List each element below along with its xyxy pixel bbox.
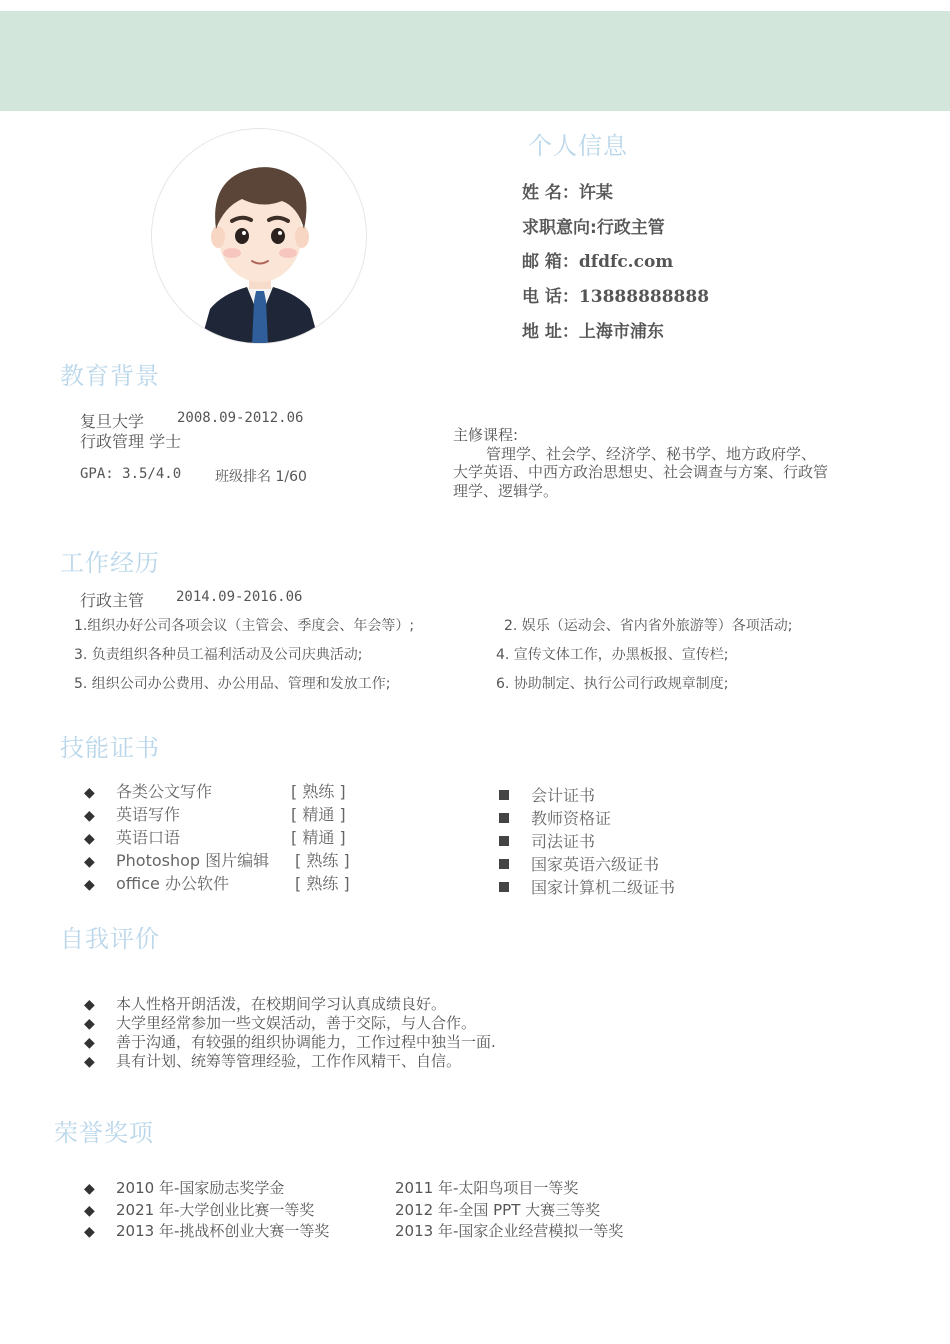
email-value: dfdfc.com [578,252,674,272]
skill-level: [ 精通 ] [291,805,346,824]
honor-item [84,1200,329,1222]
phone-value: 13888888888 [578,287,710,307]
address-row [522,317,664,342]
honor-text: 2021 年-大学创业比赛一等奖 [116,1200,315,1219]
certificate-item [499,784,759,807]
skill-item [84,849,384,872]
diamond-bullet-icon: ◆ [84,808,95,824]
self-eval-heading: 自我评价 [60,925,160,953]
self-eval-item [84,1014,496,1033]
certificate-item [499,830,759,853]
skill-item [84,872,384,895]
square-bullet-icon [499,836,509,846]
skill-item [84,826,384,849]
self-eval-text: 善于沟通，有较强的组织协调能力，工作过程中独当一面. [116,1033,496,1051]
school-name: 复旦大学 [80,412,145,431]
certificates-list [499,784,759,899]
skill-level: [ 熟练 ] [291,782,346,801]
honor-item [395,1221,623,1243]
skills-list [84,780,384,895]
honors-heading: 荣誉奖项 [54,1119,154,1147]
square-bullet-icon [499,859,509,869]
diamond-bullet-icon: ◆ [84,854,95,870]
certificate-item [499,853,759,876]
diamond-bullet-icon: ◆ [84,1054,95,1070]
job-value: 行政主管 [596,218,665,238]
courses-block [453,426,828,500]
diamond-bullet-icon: ◆ [84,1181,95,1197]
honor-text: 2013 年-国家企业经营模拟一等奖 [395,1222,624,1240]
skill-name: 各类公文写作 [116,782,213,801]
square-bullet-icon [499,790,509,800]
honor-item [84,1221,329,1243]
certificate-name: 会计证书 [531,786,596,805]
name-row [522,178,613,203]
duty-item: 1.组织办好公司各项会议（主管会、季度会、年会等）; [74,618,415,634]
work-heading: 工作经历 [60,549,160,577]
duty-item: 6. 协助制定、执行公司行政规章制度; [496,676,729,692]
square-bullet-icon [499,882,509,892]
diamond-bullet-icon: ◆ [84,1224,95,1240]
education-heading: 教育背景 [60,362,160,390]
certificate-item [499,807,759,830]
diamond-bullet-icon: ◆ [84,997,95,1013]
skill-name: office 办公软件 [116,874,229,893]
certificate-name: 国家计算机二级证书 [531,878,676,897]
skill-level: [ 熟练 ] [295,874,350,893]
header-banner [0,11,950,111]
certificate-item [499,876,759,899]
diamond-bullet-icon: ◆ [84,1202,95,1219]
avatar-illustration [152,129,367,344]
skill-name: 英语写作 [116,805,181,824]
honor-item [395,1200,623,1222]
email-label: 邮 箱： [522,252,579,272]
diamond-bullet-icon: ◆ [84,877,95,893]
avatar [151,128,367,344]
duty-item: 4. 宣传文体工作，办黑板报、宣传栏; [496,647,729,663]
duty-item: 5. 组织公司办公费用、办公用品、管理和发放工作; [74,676,391,692]
honors-left-list [84,1178,329,1243]
diamond-bullet-icon: ◆ [84,1035,95,1051]
class-rank: 班级排名 1/60 [215,469,307,485]
education-period: 2008.09-2012.06 [177,410,304,426]
skill-item [84,803,384,826]
self-eval-text: 本人性格开朗活泼，在校期间学习认真成绩良好。 [116,995,447,1013]
square-bullet-icon [499,813,509,823]
work-period: 2014.09-2016.06 [176,589,303,605]
name-value: 许某 [578,183,613,203]
phone-row [522,282,709,307]
skill-name: 英语口语 [116,828,181,847]
honor-text: 2010 年-国家励志奖学金 [116,1179,285,1197]
skill-level: [ 精通 ] [291,828,346,847]
self-eval-item [84,1033,496,1052]
self-eval-item [84,1052,496,1071]
honor-text: 2012 年-全国 PPT 大赛三等奖 [395,1200,601,1219]
skill-level: [ 熟练 ] [295,851,350,870]
name-label: 姓 名： [522,183,579,203]
honor-text: 2013 年-挑战杯创业大赛一等奖 [116,1222,330,1240]
honor-item [395,1178,623,1200]
skill-item [84,780,384,803]
honor-item [84,1178,329,1200]
address-value: 上海市浦东 [578,322,664,342]
honor-text: 2011 年-太阳鸟项目一等奖 [395,1179,579,1197]
duty-item: 2. 娱乐（运动会、省内省外旅游等）各项活动; [504,618,793,634]
diamond-bullet-icon: ◆ [84,785,95,801]
certificate-name: 教师资格证 [531,809,612,828]
email-row [522,247,673,272]
certificate-name: 国家英语六级证书 [531,855,660,874]
self-eval-item [84,995,496,1014]
self-eval-list [84,995,496,1071]
certificate-name: 司法证书 [531,832,596,851]
courses-text: 管理学、社会学、经济学、秘书学、地方政府学、大学英语、中西方政治思想史、社会调查与方案、行政管理学、逻辑学。 [453,444,829,500]
gpa: GPA: 3.5/4.0 [80,466,182,482]
phone-label: 电 话： [522,287,579,307]
self-eval-text: 大学里经常参加一些文娱活动，善于交际，与人合作。 [116,1014,477,1032]
job-row [522,213,665,238]
address-label: 地 址： [522,322,579,342]
skill-name: Photoshop 图片编辑 [116,851,270,870]
courses-label: 主修课程: [453,426,519,444]
self-eval-text: 具有计划、统筹等管理经验，工作作风精干、自信。 [116,1052,462,1070]
duty-item: 3. 负责组织各种员工福利活动及公司庆典活动; [74,647,363,663]
skills-heading: 技能证书 [60,734,160,762]
diamond-bullet-icon: ◆ [84,1016,95,1032]
personal-info-heading: 个人信息 [528,132,628,160]
job-label: 求职意向: [522,218,597,238]
major-degree: 行政管理 学士 [80,432,182,451]
diamond-bullet-icon: ◆ [84,831,95,847]
honors-right-list [395,1178,623,1243]
work-title: 行政主管 [80,591,145,610]
